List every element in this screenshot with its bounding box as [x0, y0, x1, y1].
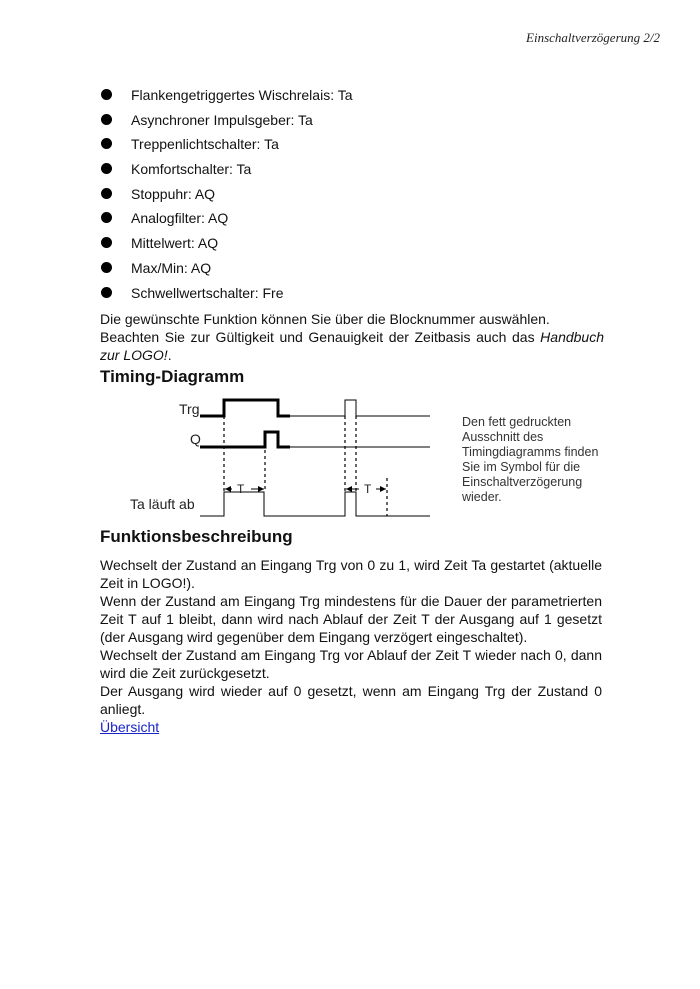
bullet-icon: [101, 287, 112, 298]
bullet-icon: [101, 138, 112, 149]
diagram-note-line: Sie im Symbol für die: [462, 460, 581, 474]
timing-heading: Timing-Diagramm: [100, 367, 245, 386]
description-paragraph: Wechselt der Zustand an Eingang Trg von 0 zu 1, wird Zeit Ta gestartet (aktuelle Zeit in LOGO!).: [100, 557, 602, 591]
arrow-head-icon: [258, 486, 264, 492]
bullet-icon: [101, 163, 112, 174]
page-header: Einschaltverzögerung 2/2: [526, 30, 660, 45]
manual-reference: Handbuch zur LOGO!: [100, 329, 604, 363]
ta-signal: [200, 492, 430, 516]
arrow-head-icon: [225, 486, 231, 492]
trg-signal: [290, 400, 430, 416]
intro-text: [100, 310, 604, 364]
intro-line: Beachten Sie zur Gültigkeit und Genauigkeit der Zeitbasis auch das Handbuch zur LOGO!.: [100, 329, 604, 363]
bullet-icon: [101, 188, 112, 199]
timing-diagram: [120, 392, 620, 522]
description-paragraph: Wenn der Zustand am Eingang Trg mindestens für die Dauer der parametrierten Zeit T auf 1 bleibt, dann wird nach Ablauf der Zeit T der Ausgang auf 1 gesetzt (der Ausgang wird gegenüber dem Eingang verzögert eingeschaltet).: [100, 593, 602, 645]
arrow-head-icon: [380, 486, 386, 492]
diagram-note-line: Einschaltverzögerung: [462, 475, 583, 489]
description-paragraph: Wechselt der Zustand am Eingang Trg vor Ablauf der Zeit T wieder nach 0, dann wird die Zeit zurückgesetzt.: [100, 647, 602, 681]
bullet-icon: [101, 89, 112, 100]
bullet-icon: [101, 114, 112, 125]
t-label: T: [237, 482, 245, 496]
intro-line: Die gewünschte Funktion können Sie über die Blocknummer auswählen.: [100, 311, 550, 327]
diagram-note-line: Den fett gedruckten: [462, 415, 572, 429]
description-paragraph: Der Ausgang wird wieder auf 0 gesetzt, wenn am Eingang Trg der Zustand 0 anliegt.: [100, 683, 602, 717]
q-label: Q: [190, 431, 201, 447]
bullet-icon: [101, 262, 112, 273]
diagram-note-line: Timingdiagramms finden: [462, 445, 599, 459]
arrow-head-icon: [346, 486, 352, 492]
diagram-note-line: Ausschnitt des: [462, 430, 544, 444]
diagram-note-line: wieder.: [462, 490, 502, 504]
trg-signal-bold: [200, 400, 290, 416]
q-signal-bold: [200, 432, 290, 447]
trg-label: Trg: [179, 401, 200, 417]
ta-label: Ta läuft ab: [130, 496, 195, 512]
bullet-icon: [101, 212, 112, 223]
t-label: T: [364, 482, 372, 496]
function-description: [100, 556, 602, 718]
bullet-icon: [101, 237, 112, 248]
overview-link[interactable]: Übersicht: [100, 719, 160, 735]
function-heading: Funktionsbeschreibung: [100, 527, 293, 546]
